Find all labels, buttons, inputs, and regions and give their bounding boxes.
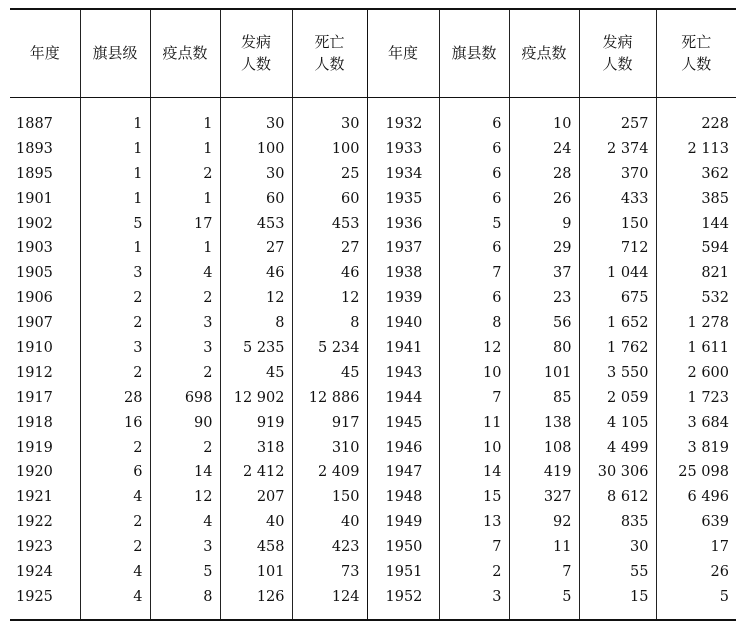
table-cell: 1 — [80, 161, 150, 186]
table-cell: 1949 — [367, 510, 439, 535]
table-cell: 85 — [509, 385, 579, 410]
table-row — [10, 161, 736, 186]
table-row — [10, 261, 736, 286]
table-cell: 101 — [509, 360, 579, 385]
table-cell: 2 — [80, 311, 150, 336]
table-cell: 228 — [656, 97, 736, 136]
table-cell: 4 — [80, 584, 150, 620]
table-cell: 11 — [509, 535, 579, 560]
table-row — [10, 286, 736, 311]
table-cell: 26 — [509, 186, 579, 211]
table-cell: 1 — [80, 97, 150, 136]
table-cell: 5 234 — [292, 336, 367, 361]
table-cell: 108 — [509, 435, 579, 460]
table-cell: 1940 — [367, 311, 439, 336]
table-cell: 30 306 — [579, 460, 656, 485]
table-cell: 8 — [292, 311, 367, 336]
table-cell: 1921 — [16, 489, 53, 506]
table-cell: 150 — [579, 211, 656, 236]
table-cell: 2 — [80, 510, 150, 535]
table-cell: 1924 — [16, 563, 53, 580]
table-cell: 1935 — [367, 186, 439, 211]
table-cell: 100 — [220, 136, 292, 161]
table-cell: 56 — [509, 311, 579, 336]
header-row — [10, 9, 736, 97]
table-cell: 1943 — [367, 360, 439, 385]
table-cell: 3 684 — [656, 410, 736, 435]
table-cell: 8 — [439, 311, 509, 336]
table-cell: 1950 — [367, 535, 439, 560]
table-cell: 1 — [150, 236, 220, 261]
table-cell: 2 412 — [220, 460, 292, 485]
table-cell: 4 105 — [579, 410, 656, 435]
table-cell: 1 611 — [656, 336, 736, 361]
table-cell: 23 — [509, 286, 579, 311]
table-cell: 3 — [150, 311, 220, 336]
table-cell: 917 — [292, 410, 367, 435]
table-cell: 3 — [150, 535, 220, 560]
table-cell: 7 — [439, 261, 509, 286]
table-cell: 40 — [220, 510, 292, 535]
column-header — [579, 9, 656, 97]
table-cell: 3 — [150, 336, 220, 361]
table-cell: 257 — [579, 97, 656, 136]
table-row — [10, 584, 736, 620]
table-row — [10, 410, 736, 435]
table-cell: 318 — [220, 435, 292, 460]
table-cell: 2 113 — [656, 136, 736, 161]
table-cell: 1902 — [16, 215, 53, 232]
table-cell: 10 — [509, 97, 579, 136]
table-cell: 453 — [292, 211, 367, 236]
table-cell: 3 550 — [579, 360, 656, 385]
column-header — [439, 9, 509, 97]
table-cell: 1905 — [16, 265, 53, 282]
table-cell: 10 — [439, 435, 509, 460]
table-cell: 5 — [150, 560, 220, 585]
table-cell: 2 059 — [579, 385, 656, 410]
table-cell: 12 — [292, 286, 367, 311]
table-cell: 6 — [439, 136, 509, 161]
table-cell: 27 — [292, 236, 367, 261]
table-row — [10, 510, 736, 535]
column-header — [10, 9, 80, 97]
table-cell: 28 — [80, 385, 150, 410]
table-cell: 4 — [150, 510, 220, 535]
table-cell: 1 — [150, 186, 220, 211]
table-row — [10, 460, 736, 485]
table-cell: 40 — [292, 510, 367, 535]
plague-statistics-table-container — [10, 8, 736, 621]
column-header — [656, 9, 736, 97]
table-cell: 73 — [292, 560, 367, 585]
table-cell: 14 — [439, 460, 509, 485]
table-cell: 1941 — [367, 336, 439, 361]
table-cell: 2 409 — [292, 460, 367, 485]
table-cell: 1946 — [367, 435, 439, 460]
table-cell: 12 — [150, 485, 220, 510]
table-cell: 7 — [439, 385, 509, 410]
table-cell: 6 496 — [656, 485, 736, 510]
column-header-line2: 人数 — [602, 55, 633, 74]
table-row — [10, 136, 736, 161]
table-cell: 25 — [292, 161, 367, 186]
table-cell: 30 — [292, 97, 367, 136]
table-cell: 1933 — [367, 136, 439, 161]
table-cell: 13 — [439, 510, 509, 535]
table-cell: 3 — [439, 584, 509, 620]
table-cell: 1937 — [367, 236, 439, 261]
table-cell: 1906 — [16, 290, 53, 307]
table-cell: 124 — [292, 584, 367, 620]
table-cell: 92 — [509, 510, 579, 535]
table-cell: 12 902 — [220, 385, 292, 410]
table-cell: 5 — [509, 584, 579, 620]
table-cell: 1934 — [367, 161, 439, 186]
table-cell: 362 — [656, 161, 736, 186]
table-cell: 3 819 — [656, 435, 736, 460]
table-cell: 1925 — [10, 584, 80, 620]
table-cell: 126 — [220, 584, 292, 620]
table-cell: 310 — [292, 435, 367, 460]
table-cell: 433 — [579, 186, 656, 211]
table-cell: 1919 — [16, 439, 53, 456]
table-cell: 1923 — [16, 539, 53, 556]
table-cell: 6 — [439, 286, 509, 311]
column-header — [80, 9, 150, 97]
table-cell: 12 — [220, 286, 292, 311]
table-cell: 5 — [439, 211, 509, 236]
table-cell: 27 — [220, 236, 292, 261]
table-cell: 919 — [220, 410, 292, 435]
column-header-line1: 年度 — [29, 44, 60, 63]
table-cell: 11 — [439, 410, 509, 435]
table-cell: 30 — [220, 97, 292, 136]
table-cell: 1917 — [16, 389, 53, 406]
table-cell: 30 — [220, 161, 292, 186]
column-header-line1: 死亡 — [681, 33, 712, 52]
table-row — [10, 311, 736, 336]
table-cell: 2 600 — [656, 360, 736, 385]
table-row — [10, 336, 736, 361]
table-cell: 370 — [579, 161, 656, 186]
table-body — [10, 97, 736, 620]
column-header-line2: 人数 — [314, 55, 345, 74]
table-cell: 1936 — [367, 211, 439, 236]
table-cell: 1948 — [367, 485, 439, 510]
table-cell: 6 — [439, 236, 509, 261]
table-cell: 1895 — [16, 165, 53, 182]
table-cell: 12 — [439, 336, 509, 361]
table-cell: 138 — [509, 410, 579, 435]
table-cell: 1920 — [16, 464, 53, 481]
table-cell: 2 — [80, 286, 150, 311]
table-cell: 7 — [439, 535, 509, 560]
table-cell: 28 — [509, 161, 579, 186]
table-row — [10, 535, 736, 560]
table-cell: 1901 — [16, 190, 53, 207]
table-cell: 2 — [150, 435, 220, 460]
column-header-line1: 疫点数 — [162, 44, 208, 63]
column-header-line1: 疫点数 — [521, 44, 567, 63]
table-cell: 2 — [80, 535, 150, 560]
table-row — [10, 211, 736, 236]
table-cell: 2 — [80, 435, 150, 460]
table-cell: 2 — [150, 161, 220, 186]
table-cell: 532 — [656, 286, 736, 311]
column-header — [292, 9, 367, 97]
table-cell: 1903 — [16, 240, 53, 257]
table-cell: 60 — [220, 186, 292, 211]
table-cell: 90 — [150, 410, 220, 435]
table-cell: 1932 — [367, 97, 439, 136]
table-cell: 1 — [150, 97, 220, 136]
table-cell: 1945 — [367, 410, 439, 435]
table-cell: 453 — [220, 211, 292, 236]
table-cell: 101 — [220, 560, 292, 585]
table-cell: 6 — [439, 161, 509, 186]
table-cell: 4 499 — [579, 435, 656, 460]
column-header-line1: 年度 — [387, 44, 418, 63]
table-cell: 46 — [220, 261, 292, 286]
column-header-line2: 人数 — [240, 55, 271, 74]
column-header-line1: 旗县级 — [92, 44, 138, 63]
table-cell: 2 — [80, 360, 150, 385]
table-cell: 458 — [220, 535, 292, 560]
table-cell: 8 612 — [579, 485, 656, 510]
table-cell: 1 278 — [656, 311, 736, 336]
table-cell: 419 — [509, 460, 579, 485]
column-header — [150, 9, 220, 97]
table-cell: 55 — [579, 560, 656, 585]
table-cell: 835 — [579, 510, 656, 535]
table-cell: 4 — [80, 485, 150, 510]
table-cell: 1944 — [367, 385, 439, 410]
table-cell: 1 — [80, 236, 150, 261]
table-cell: 821 — [656, 261, 736, 286]
table-cell: 14 — [150, 460, 220, 485]
table-cell: 1910 — [16, 339, 53, 356]
table-cell: 15 — [579, 584, 656, 620]
table-cell: 29 — [509, 236, 579, 261]
table-cell: 17 — [150, 211, 220, 236]
table-cell: 4 — [150, 261, 220, 286]
table-cell: 6 — [80, 460, 150, 485]
table-cell: 639 — [656, 510, 736, 535]
table-cell: 1947 — [367, 460, 439, 485]
table-cell: 1 — [150, 136, 220, 161]
table-cell: 1922 — [16, 514, 53, 531]
table-cell: 45 — [220, 360, 292, 385]
table-cell: 3 — [80, 336, 150, 361]
table-cell: 30 — [579, 535, 656, 560]
table-cell: 698 — [150, 385, 220, 410]
table-cell: 594 — [656, 236, 736, 261]
table-cell: 80 — [509, 336, 579, 361]
table-cell: 9 — [509, 211, 579, 236]
table-cell: 2 — [439, 560, 509, 585]
table-cell: 4 — [80, 560, 150, 585]
table-cell: 1912 — [16, 364, 53, 381]
table-cell: 1 — [80, 186, 150, 211]
table-cell: 17 — [656, 535, 736, 560]
column-header-line1: 旗县数 — [451, 44, 497, 63]
table-cell: 1951 — [367, 560, 439, 585]
table-cell: 1887 — [16, 115, 53, 132]
table-cell: 26 — [656, 560, 736, 585]
table-cell: 100 — [292, 136, 367, 161]
table-cell: 7 — [509, 560, 579, 585]
table-row — [10, 435, 736, 460]
column-header — [220, 9, 292, 97]
table-cell: 712 — [579, 236, 656, 261]
plague-statistics-table — [10, 8, 736, 621]
table-cell: 675 — [579, 286, 656, 311]
table-cell: 6 — [439, 97, 509, 136]
table-cell: 1 762 — [579, 336, 656, 361]
table-cell: 46 — [292, 261, 367, 286]
table-row — [10, 560, 736, 585]
table-cell: 45 — [292, 360, 367, 385]
table-cell: 8 — [220, 311, 292, 336]
table-cell: 5 235 — [220, 336, 292, 361]
table-cell: 6 — [439, 186, 509, 211]
table-cell: 3 — [80, 261, 150, 286]
table-cell: 207 — [220, 485, 292, 510]
table-cell: 8 — [150, 584, 220, 620]
table-cell: 10 — [439, 360, 509, 385]
table-cell: 1 — [80, 136, 150, 161]
table-cell: 1 652 — [579, 311, 656, 336]
table-cell: 1952 — [367, 584, 439, 620]
table-row — [10, 485, 736, 510]
table-cell: 1 044 — [579, 261, 656, 286]
table-cell: 327 — [509, 485, 579, 510]
column-header-line1: 发病 — [602, 33, 633, 52]
table-cell: 24 — [509, 136, 579, 161]
table-cell: 37 — [509, 261, 579, 286]
table-cell: 1893 — [16, 140, 53, 157]
table-cell: 385 — [656, 186, 736, 211]
table-cell: 16 — [80, 410, 150, 435]
column-header-line1: 死亡 — [314, 33, 345, 52]
table-cell: 1938 — [367, 261, 439, 286]
table-cell: 144 — [656, 211, 736, 236]
table-row — [10, 360, 736, 385]
column-header — [367, 9, 439, 97]
table-cell: 2 374 — [579, 136, 656, 161]
table-cell: 15 — [439, 485, 509, 510]
column-header-line1: 发病 — [240, 33, 271, 52]
table-cell: 25 098 — [656, 460, 736, 485]
table-cell: 2 — [150, 286, 220, 311]
table-cell: 150 — [292, 485, 367, 510]
table-cell: 2 — [150, 360, 220, 385]
table-row — [10, 97, 736, 136]
column-header-line2: 人数 — [681, 55, 712, 74]
table-cell: 1939 — [367, 286, 439, 311]
table-cell: 5 — [80, 211, 150, 236]
table-cell: 60 — [292, 186, 367, 211]
table-cell: 12 886 — [292, 385, 367, 410]
table-cell: 1918 — [16, 414, 53, 431]
table-row — [10, 236, 736, 261]
table-row — [10, 186, 736, 211]
table-cell: 1907 — [16, 315, 53, 332]
table-cell: 5 — [656, 584, 736, 620]
table-row — [10, 385, 736, 410]
table-cell: 1 723 — [656, 385, 736, 410]
column-header — [509, 9, 579, 97]
table-cell: 423 — [292, 535, 367, 560]
